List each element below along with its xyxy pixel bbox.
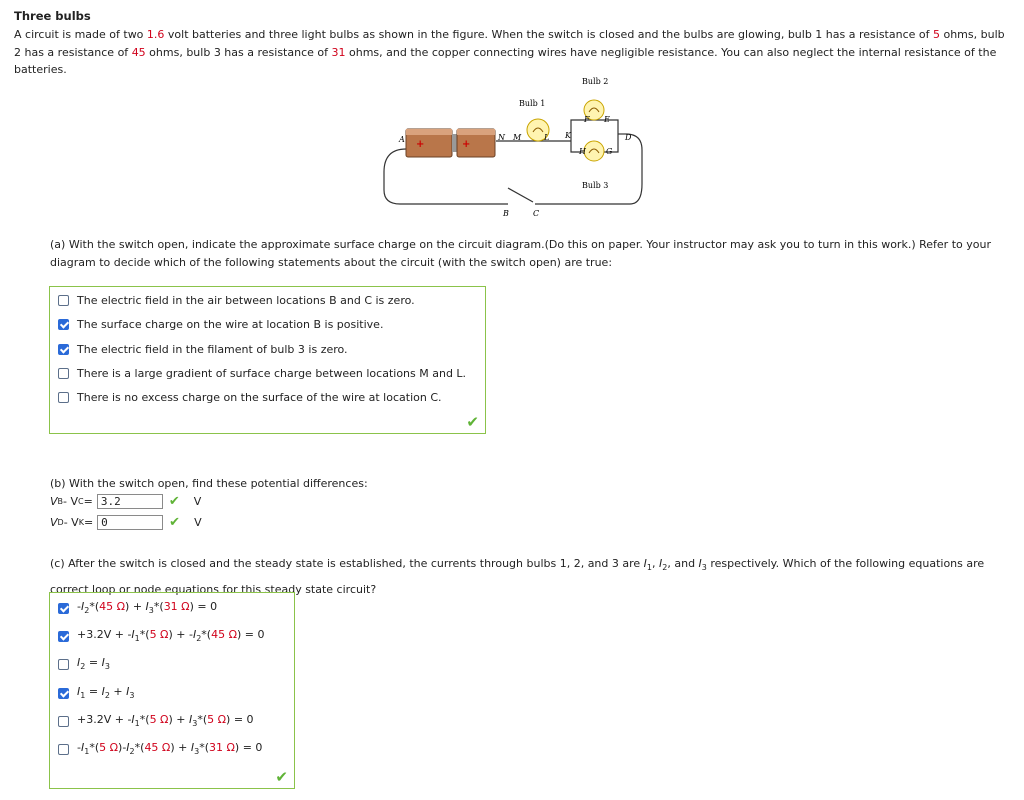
equation-part: *( — [89, 741, 100, 755]
equation-part: 1 — [134, 634, 140, 644]
equation-part: I — [192, 628, 197, 642]
point-d-label: D — [625, 133, 632, 142]
bulb-1-label: Bulb 1 — [519, 99, 546, 108]
equation-part: ) + — [170, 741, 191, 755]
point-a-label: A — [399, 135, 405, 144]
equation-part: +3.2V + - — [77, 628, 132, 642]
svg-text:+: + — [416, 139, 425, 150]
equation-part: ) = 0 — [226, 713, 254, 727]
option-label: There is a large gradient of surface charge between locations M and L. — [77, 366, 467, 380]
equation-part: = — [85, 685, 102, 699]
problem-title: Three bulbs — [14, 9, 91, 23]
equation-part: 1 — [80, 691, 86, 701]
equation-label — [77, 600, 217, 615]
equation-part: *( — [201, 628, 212, 642]
equation-part: I — [80, 741, 85, 755]
checkmark-icon: ✔ — [275, 768, 288, 786]
checkbox-checked[interactable] — [58, 631, 69, 642]
checkbox-checked[interactable] — [58, 603, 69, 614]
equation-part: 3 — [194, 747, 200, 757]
intro-text: ohms, bulb 2 has a resistance of — [14, 28, 1005, 59]
part-b-q2 — [50, 513, 202, 531]
var-label: V — [50, 494, 58, 508]
point-f-label: F — [584, 115, 590, 124]
var-label: V — [50, 515, 58, 529]
point-l-label: L — [544, 133, 550, 142]
unit-label: V — [193, 494, 202, 508]
equation-label — [77, 628, 265, 643]
equation-part: ) + — [125, 600, 146, 614]
part-c-option-1[interactable] — [58, 599, 217, 617]
equation-label — [77, 713, 254, 728]
bulb1-resistance-value: 5 — [932, 28, 940, 41]
equation-part: I — [126, 685, 130, 699]
switch-icon — [508, 188, 533, 202]
prompt-text: (c) After the switch is closed and the steady state is established, the currents through bulbs 1, 2, and 3 are — [50, 557, 644, 570]
equation-part: 3 — [148, 606, 154, 616]
part-a-prompt: (a) With the switch open, indicate the approximate surface charge on the circuit diagram.(Do this on paper. Your instructor may ask you to turn in this work.) Refer to your diagram to decide which of the following statements about the circuit (with the switch open) are true: — [50, 238, 991, 269]
equation-part: - — [77, 741, 81, 755]
equation-part: I — [131, 713, 135, 727]
option-label: The electric field in the air between locations B and C is zero. — [77, 293, 415, 307]
checkbox[interactable] — [58, 659, 69, 670]
checkbox-checked[interactable] — [58, 319, 69, 330]
point-e-label: E — [604, 115, 610, 124]
equation-part: 3 — [104, 662, 110, 672]
equation-part: *( — [139, 713, 150, 727]
equation-part: *( — [89, 600, 100, 614]
var-sub: K — [78, 517, 84, 527]
var-label: - V — [63, 515, 79, 529]
var-label: - V — [63, 494, 79, 508]
option-label: There is no excess charge on the surface of the wire at location C. — [77, 390, 442, 404]
equation-part: I — [77, 656, 81, 670]
current-var: I — [698, 557, 702, 570]
checkbox-checked[interactable] — [58, 344, 69, 355]
part-c-option-6[interactable] — [58, 740, 262, 758]
equation-part: I — [80, 600, 85, 614]
equation-part: 2 — [196, 634, 202, 644]
point-k-label: K — [565, 131, 571, 140]
equation-part: *( — [139, 628, 150, 642]
prompt-text: , — [652, 557, 660, 570]
checkmark-icon: ✔ — [169, 514, 181, 530]
equation-part: I — [77, 685, 81, 699]
current-var: I — [643, 557, 647, 570]
checkbox[interactable] — [58, 716, 69, 727]
equation-part: I — [190, 741, 195, 755]
current-var: I — [659, 557, 663, 570]
checkmark-icon: ✔ — [168, 493, 180, 509]
vb-vc-input[interactable]: 3.2 — [97, 494, 163, 509]
equation-part: 3 — [192, 719, 198, 729]
point-m-label: M — [513, 133, 522, 142]
equation-label — [77, 685, 134, 700]
equation-label — [77, 741, 262, 756]
option-label: The surface charge on the wire at location B is positive. — [77, 317, 384, 331]
equation-part: 3 — [129, 691, 135, 701]
point-c-label: C — [533, 209, 540, 218]
equation-label — [77, 656, 110, 671]
equals-sign: = — [83, 515, 94, 529]
equation-part: ) + — [168, 713, 189, 727]
equation-part: 5 Ω — [149, 628, 169, 642]
equation-part: 45 Ω — [144, 741, 171, 755]
equation-part: )- — [118, 741, 127, 755]
equation-part: I — [101, 656, 105, 670]
point-b-label: B — [503, 209, 509, 218]
equals-sign: = — [83, 494, 93, 508]
bulb-2-label: Bulb 2 — [582, 77, 609, 86]
equation-part: 1 — [84, 747, 90, 757]
bulb-3-label: Bulb 3 — [582, 181, 609, 190]
equation-part: I — [145, 600, 149, 614]
equation-part: *( — [153, 600, 164, 614]
point-n-label: N — [498, 133, 505, 142]
current-sub: 3 — [701, 563, 707, 573]
problem-intro — [14, 26, 1010, 79]
circuit-diagram — [378, 72, 648, 222]
equation-part: I — [101, 685, 105, 699]
part-a-option-1[interactable] — [58, 291, 415, 309]
checkbox[interactable] — [58, 744, 69, 755]
equation-part: 31 Ω — [163, 600, 190, 614]
equation-part: 5 Ω — [149, 713, 169, 727]
equation-part: ) + - — [168, 628, 193, 642]
prompt-text: respectively. Which of the following equations are correct loop or node equations for this steady state circuit? — [50, 557, 985, 597]
intro-text: ohms, bulb 3 has a resistance of — [145, 45, 332, 59]
current-sub: 1 — [646, 563, 653, 573]
equation-part: 2 — [104, 691, 110, 701]
equation-part: = — [85, 656, 102, 670]
equation-part: 2 — [80, 662, 86, 672]
bulb3-resistance-value: 31 — [331, 45, 346, 59]
part-a-option-5[interactable] — [58, 388, 442, 406]
vd-vk-input[interactable]: 0 — [97, 515, 163, 530]
part-a-option-2[interactable] — [58, 315, 383, 333]
equation-part: 2 — [84, 606, 90, 616]
point-h-label: H — [579, 147, 586, 156]
equation-part: I — [188, 713, 193, 727]
bulb-3-icon — [584, 141, 604, 161]
equation-part: ) = 0 — [189, 600, 218, 614]
intro-text: ohms, and the copper connecting wires have negligible resistance. You can also neglect the internal resistance of the batteries. — [14, 45, 997, 76]
intro-text: A circuit is made of two — [14, 28, 147, 41]
equation-part: 5 Ω — [207, 713, 227, 727]
equation-part: ) = 0 — [234, 741, 263, 755]
checkmark-icon: ✔ — [466, 413, 479, 431]
unit-label: V — [194, 515, 202, 529]
part-c-option-4[interactable] — [58, 684, 134, 702]
part-c-option-5[interactable] — [58, 712, 254, 730]
equation-part: + — [109, 685, 127, 699]
equation-part: 2 — [129, 747, 135, 757]
equation-part: *( — [197, 713, 208, 727]
equation-part: 45 Ω — [99, 600, 126, 614]
part-b-prompt: (b) With the switch open, find these potential differences: — [50, 477, 368, 490]
svg-text:+: + — [462, 139, 471, 150]
battery-voltage-value: 1.6 — [146, 28, 165, 41]
equation-part: *( — [199, 741, 209, 755]
part-a-option-3[interactable] — [58, 340, 348, 358]
option-label: The electric field in the filament of bulb 3 is zero. — [77, 342, 348, 356]
equation-part: 1 — [134, 719, 140, 729]
part-a-option-4[interactable] — [58, 364, 466, 382]
bulb2-resistance-value: 45 — [131, 45, 146, 59]
equation-part: *( — [134, 741, 145, 755]
checkbox-checked[interactable] — [58, 688, 69, 699]
part-c-options-box — [49, 592, 295, 789]
part-c-option-3[interactable] — [58, 655, 110, 673]
part-c-option-2[interactable] — [58, 627, 265, 645]
part-b-q1 — [50, 492, 201, 510]
equation-part: ) = 0 — [237, 628, 265, 642]
part-a-options-box — [49, 286, 486, 434]
current-sub: 2 — [662, 563, 668, 573]
equation-part: 31 Ω — [209, 741, 235, 755]
intro-text: volt batteries and three light bulbs as shown in the figure. When the switch is closed and the bulbs are glowing, bulb 1 has a resistance of — [164, 28, 933, 41]
checkbox[interactable] — [58, 295, 69, 306]
equation-part: +3.2V + - — [77, 713, 132, 727]
var-sub: B — [57, 496, 64, 506]
var-sub: C — [78, 496, 84, 506]
equation-part: I — [131, 628, 135, 642]
equation-part: - — [77, 600, 81, 614]
equation-part: I — [126, 741, 130, 755]
var-sub: D — [57, 517, 64, 527]
equation-part: 45 Ω — [211, 628, 237, 642]
equation-part: 5 Ω — [99, 741, 119, 755]
checkbox[interactable] — [58, 368, 69, 379]
prompt-text: , and — [667, 557, 699, 570]
checkbox[interactable] — [58, 392, 69, 403]
point-g-label: G — [606, 147, 613, 156]
